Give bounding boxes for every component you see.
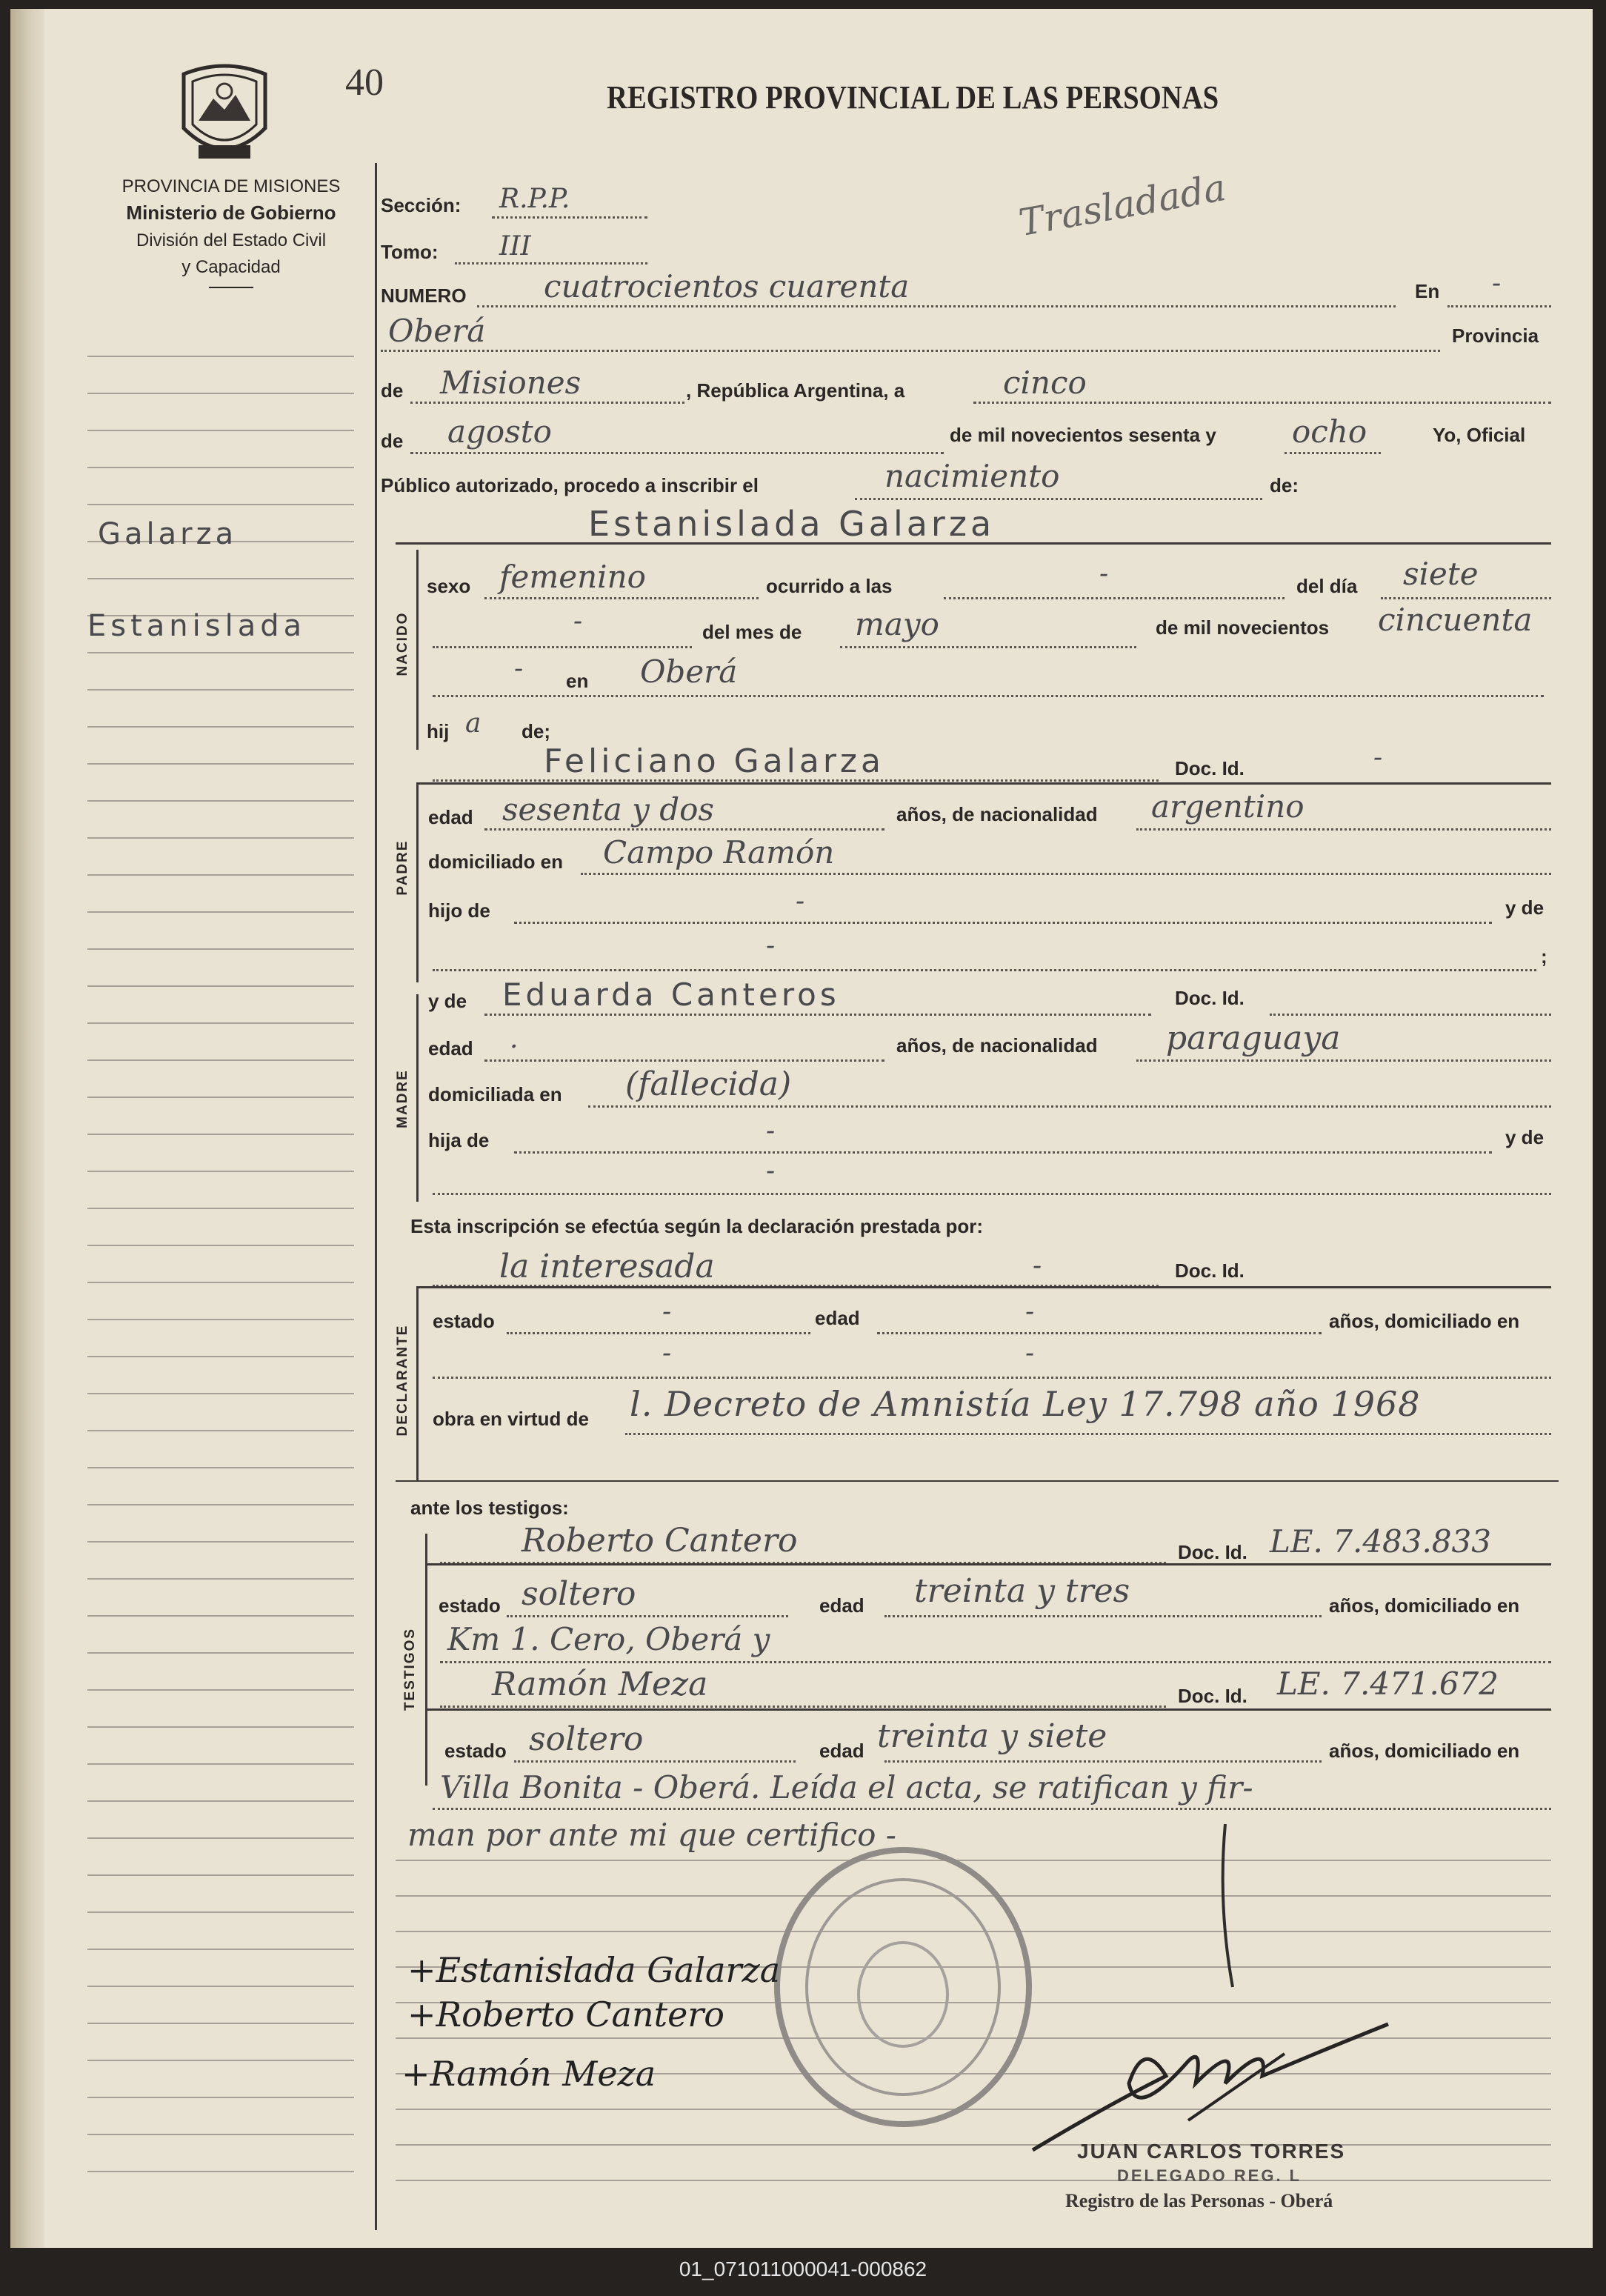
declarante-name: la interesada xyxy=(499,1248,715,1285)
office-line4: y Capacidad xyxy=(181,257,281,277)
office-block xyxy=(76,176,387,288)
margin-given-name: Estanislada xyxy=(87,609,307,643)
signature-ramon: +Ramón Meza xyxy=(402,2054,656,2094)
declarante-doc-label: Doc. Id. xyxy=(1175,1260,1245,1282)
padre-nacionalidad-label: años, de nacionalidad xyxy=(896,803,1098,825)
sexo-value: femenino xyxy=(499,559,646,595)
declarante-estado-label: estado xyxy=(433,1310,495,1332)
officer-mark xyxy=(1203,1817,1247,1998)
nacido-name: Estanislada Galarza xyxy=(588,504,996,544)
nacido-dash1: - xyxy=(573,606,583,636)
page-title: REGISTRO PROVINCIAL DE LAS PERSONAS xyxy=(607,79,1219,116)
nacido-dash2: - xyxy=(514,653,524,684)
testigo1-domicilio-label: años, domiciliado en xyxy=(1329,1594,1520,1617)
declarante-domicilio-label: años, domiciliado en xyxy=(1329,1310,1520,1332)
testigo2-edad-label: edad xyxy=(819,1740,864,1762)
main-border xyxy=(375,163,377,2230)
madre-name: Eduarda Canteros xyxy=(502,976,840,1013)
madre-nacionalidad-label: años, de nacionalidad xyxy=(896,1034,1098,1057)
section-padre: PADRE xyxy=(395,839,410,896)
de-label-2: de xyxy=(381,430,404,452)
padre-semicolon: ; xyxy=(1541,945,1547,968)
anio-label: de mil novecientos xyxy=(1156,616,1330,639)
madre-edad-value: . xyxy=(510,1024,519,1054)
hijo-de: de; xyxy=(522,720,550,742)
mes-label: del mes de xyxy=(702,621,802,643)
seccion-label: Sección: xyxy=(381,194,462,216)
numero-value: cuatrocientos cuarenta xyxy=(544,268,910,305)
obra-value: l. Decreto de Amnistía Ley 17.798 año 1968 xyxy=(630,1384,1421,1424)
official-office: Registro de las Personas - Oberá xyxy=(1065,2190,1333,2212)
acto-value: nacimiento xyxy=(884,458,1060,494)
section-declarante: DECLARANTE xyxy=(395,1324,410,1437)
madre-nacionalidad-value: paraguaya xyxy=(1166,1019,1341,1057)
sexo-label: sexo xyxy=(427,575,471,597)
register-page xyxy=(10,9,1593,2248)
tomo-value: III xyxy=(499,231,531,262)
testigo1-estado-value: soltero xyxy=(522,1575,636,1613)
testigo2-edad-value: treinta y siete xyxy=(877,1717,1107,1755)
provincia-label: Provincia xyxy=(1452,325,1539,347)
footer-id: 01_071011000041-000862 xyxy=(679,2257,927,2280)
section-testigos: TESTIGOS xyxy=(402,1627,418,1711)
official-stamp xyxy=(766,1839,1040,2135)
hora-value: - xyxy=(1099,559,1109,589)
section-madre: MADRE xyxy=(395,1069,410,1128)
padre-hijo-label: hijo de xyxy=(428,899,490,922)
testigo1-doc-value: LE. 7.483.833 xyxy=(1270,1523,1492,1560)
province-value: Misiones xyxy=(440,365,582,401)
padre-nacionalidad-value: argentino xyxy=(1151,788,1305,825)
testigo2-domicilio-label: años, domiciliado en xyxy=(1329,1740,1520,1762)
declarante-edad-label: edad xyxy=(815,1307,860,1329)
declarante-dash: - xyxy=(1033,1251,1042,1281)
official-title: DELEGADO REG. L xyxy=(1117,2166,1302,2185)
padre-edad-value: sesenta y dos xyxy=(502,791,714,828)
de-colon: de: xyxy=(1270,474,1299,496)
madre-hija-label: hija de xyxy=(428,1129,490,1151)
yo-label: Yo, Oficial xyxy=(1433,424,1526,446)
margin-annotation: Trasladada xyxy=(1016,165,1230,245)
hijo-label: hij xyxy=(427,720,450,742)
madre-domicilio-value: (fallecida) xyxy=(625,1065,792,1103)
obra-label: obra en virtud de xyxy=(433,1408,589,1430)
padre-doc-value: - xyxy=(1373,742,1383,773)
madre-madre-value: - xyxy=(766,1156,776,1186)
madre-domicilio-label: domiciliada en xyxy=(428,1083,562,1105)
padre-doc-label: Doc. Id. xyxy=(1175,757,1245,779)
padre-edad-label: edad xyxy=(428,806,473,828)
declarante-estado-value: - xyxy=(662,1297,672,1327)
madre-doc-label: Doc. Id. xyxy=(1175,987,1245,1009)
declarante-cont2: - xyxy=(1025,1338,1035,1368)
en-value: - xyxy=(1492,268,1502,299)
dia-label: del día xyxy=(1296,575,1358,597)
dia-value: siete xyxy=(1403,556,1479,592)
padre-y-de: y de xyxy=(1505,896,1545,919)
testigo2-doc-value: LE. 7.471.672 xyxy=(1277,1666,1499,1702)
tomo-label: Tomo: xyxy=(381,241,439,263)
hijo-suffix: a xyxy=(465,708,482,739)
declarante-intro: Esta inscripción se efectúa según la declaración prestada por: xyxy=(410,1215,984,1237)
seccion-value: R.P.P. xyxy=(499,184,570,214)
signature-roberto: +Roberto Cantero xyxy=(407,1994,724,2034)
padre-hijo-value: - xyxy=(796,886,805,916)
publico-label: Público autorizado, procedo a inscribir el xyxy=(381,474,759,496)
padre-madre-value: - xyxy=(766,931,776,961)
section-nacido: NACIDO xyxy=(395,611,410,676)
anio-value: cincuenta xyxy=(1378,602,1533,638)
republica-label: , República Argentina, a xyxy=(686,379,905,402)
testigo1-domicilio-value: Km 1. Cero, Oberá y xyxy=(447,1621,770,1657)
en-label-nacido: en xyxy=(566,670,589,692)
testigo2-domicilio-value: Villa Bonita - Oberá. Leída el acta, se ratifican y fir- xyxy=(440,1769,1253,1806)
book-binding xyxy=(10,9,44,2248)
padre-domicilio-label: domiciliado en xyxy=(428,851,564,873)
en-label: En xyxy=(1415,280,1440,302)
madre-edad-label: edad xyxy=(428,1037,473,1059)
padre-domicilio-value: Campo Ramón xyxy=(603,834,835,871)
official-name: JUAN CARLOS TORRES xyxy=(1077,2140,1346,2163)
seal-text xyxy=(184,101,193,102)
madre-y-de-2: y de xyxy=(1505,1126,1545,1148)
closing-text: man por ante mi que certifico - xyxy=(407,1817,896,1853)
province-seal xyxy=(176,58,273,169)
madre-hija-value: - xyxy=(766,1116,776,1146)
de-label: de xyxy=(381,379,404,402)
office-line3: División del Estado Civil xyxy=(136,230,327,250)
day-value: cinco xyxy=(1003,365,1087,401)
mes-value: mayo xyxy=(855,606,939,642)
madre-y-de: y de xyxy=(428,990,467,1012)
testigo1-estado-label: estado xyxy=(439,1594,501,1617)
place-value: Oberá xyxy=(388,313,486,349)
testigos-intro: ante los testigos: xyxy=(410,1497,569,1519)
margin-surname: Galarza xyxy=(98,517,238,551)
testigo1-name: Roberto Cantero xyxy=(522,1522,798,1560)
month-value: agosto xyxy=(447,413,552,450)
lugar-value: Oberá xyxy=(640,653,738,690)
numero-label: NUMERO xyxy=(381,284,467,307)
declarante-cont1: - xyxy=(662,1338,672,1368)
testigo2-doc-label: Doc. Id. xyxy=(1178,1685,1247,1707)
office-line2: Ministerio de Gobierno xyxy=(126,202,336,224)
signature-estanislada: +Estanislada Galarza xyxy=(407,1950,781,1990)
padre-name: Feliciano Galarza xyxy=(544,742,884,780)
testigo2-name: Ramón Meza xyxy=(492,1666,708,1703)
page-number: 40 xyxy=(345,61,384,104)
year-label: de mil novecientos sesenta y xyxy=(950,424,1216,446)
year-value: ocho xyxy=(1292,413,1367,450)
ocurrido-label: ocurrido a las xyxy=(766,575,893,597)
testigo1-doc-label: Doc. Id. xyxy=(1178,1541,1247,1563)
testigo1-edad-label: edad xyxy=(819,1594,864,1617)
testigo2-estado-label: estado xyxy=(444,1740,507,1762)
declarante-edad-value: - xyxy=(1025,1297,1035,1327)
testigo2-estado-value: soltero xyxy=(529,1720,644,1758)
testigo1-edad-value: treinta y tres xyxy=(914,1572,1130,1610)
office-line1: PROVINCIA DE MISIONES xyxy=(121,176,341,196)
